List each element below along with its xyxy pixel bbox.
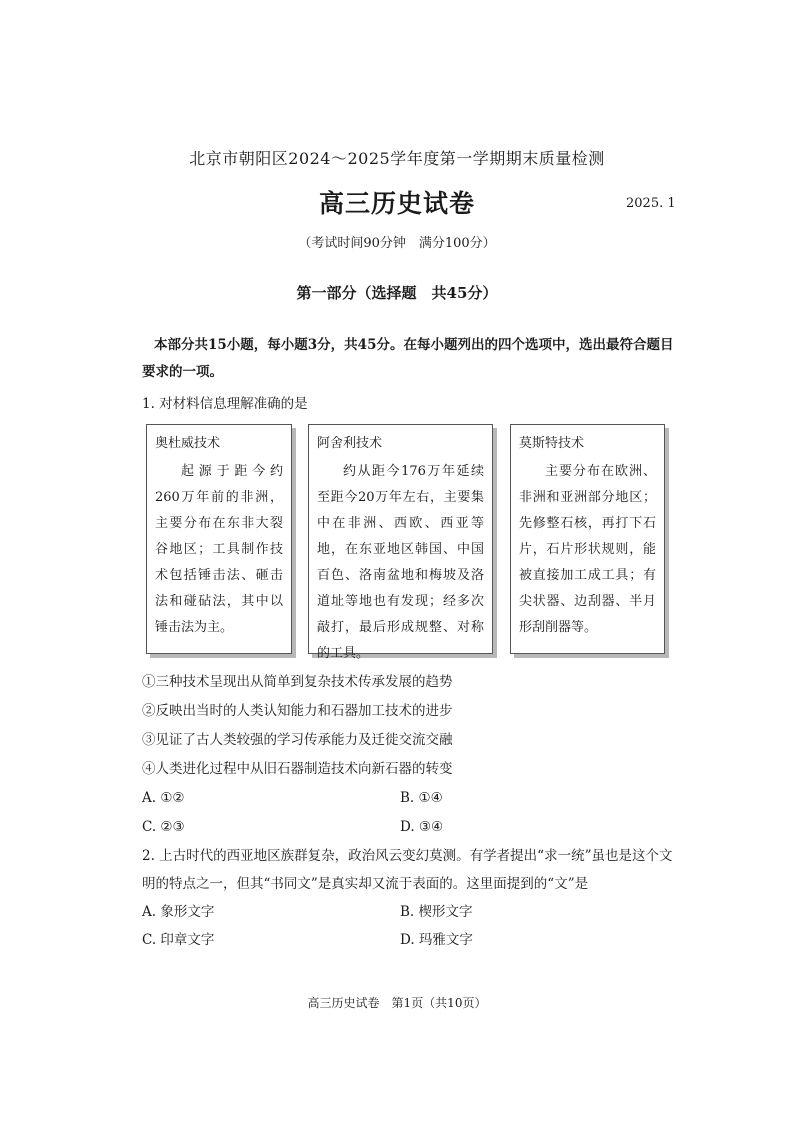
exam-name: 北京市朝阳区2024～2025学年度第一学期期末质量检测 [189, 149, 605, 168]
q1-statement-4: ④人类进化过程中从旧石器制造技术向新石器的转变 [142, 761, 453, 777]
q1-option-d: D. ③④ [400, 819, 444, 835]
q2-option-b: B. 楔形文字 [400, 904, 473, 920]
q2-option-d: D. 玛雅文字 [400, 932, 473, 948]
exam-date: 2025. 1 [626, 196, 676, 211]
material-box-acheulean [308, 424, 493, 661]
q2-stem-line-2: 明的特点之一，但其“书同文”是真实却又流于表面的。这里面提到的“文”是 [142, 876, 589, 892]
q1-statement-1: ①三种技术呈现出从简单到复杂技术传承发展的趋势 [142, 674, 453, 690]
material-box-mousterian [510, 424, 665, 654]
page-title: 高三历史试卷 [318, 189, 475, 218]
material-box-title: 莫斯特技术 [519, 436, 585, 451]
q2-option-a: A. 象形文字 [142, 904, 215, 920]
exam-subtitle: （考试时间90分钟 满分100分） [298, 236, 496, 251]
material-box-oldowan [146, 424, 292, 654]
material-box-title: 奥杜威技术 [155, 436, 221, 451]
material-box-text: 约从距今176万年延续至距今20万年左右，主要集中在非洲、西欧、西亚等地，在东亚地区韩国、中国百色、洛南盆地和梅坡及洛道址等地也有发现；经多次敲打，最后形成规整、对称的工具。 [317, 464, 484, 661]
material-box-title: 阿舍利技术 [317, 436, 383, 451]
section-instructions: 本部分共15小题，每小题3分，共45分。在每小题列出的四个选项中，选出最符合题目要求的一项。 [142, 337, 674, 380]
q1-option-a: A. ①② [142, 790, 185, 806]
section-title: 第一部分（选择题 共45分） [296, 284, 498, 302]
q2-stem-line-1: 2. 上古时代的西亚地区族群复杂，政治风云变幻莫测。有学者提出“求一统”虽也是这个文 [142, 848, 673, 864]
q1-stem: 1. 对材料信息理解准确的是 [142, 396, 308, 412]
q1-option-b: B. ①④ [400, 790, 443, 806]
material-box-text: 起源于距今约260万年前的非洲，主要分布在东非大裂谷地区；工具制作技术包括锤击法、砸击法和碰砧法，其中以锤击法为主。 [155, 464, 283, 635]
q1-option-c: C. ②③ [142, 819, 185, 835]
q1-statement-2: ②反映出当时的人类认知能力和石器加工技术的进步 [142, 703, 453, 719]
q1-statement-3: ③见证了古人类较强的学习传承能力及迁徙交流交融 [142, 732, 453, 748]
page-footer: 高三历史试卷 第1页（共10页） [307, 996, 487, 1010]
q2-option-c: C. 印章文字 [142, 932, 215, 948]
material-box-text: 主要分布在欧洲、非洲和亚洲部分地区；先修整石核，再打下石片，石片形状规则，能被直接加工成工具；有尖状器、边刮器、半月形刮削器等。 [519, 464, 656, 635]
